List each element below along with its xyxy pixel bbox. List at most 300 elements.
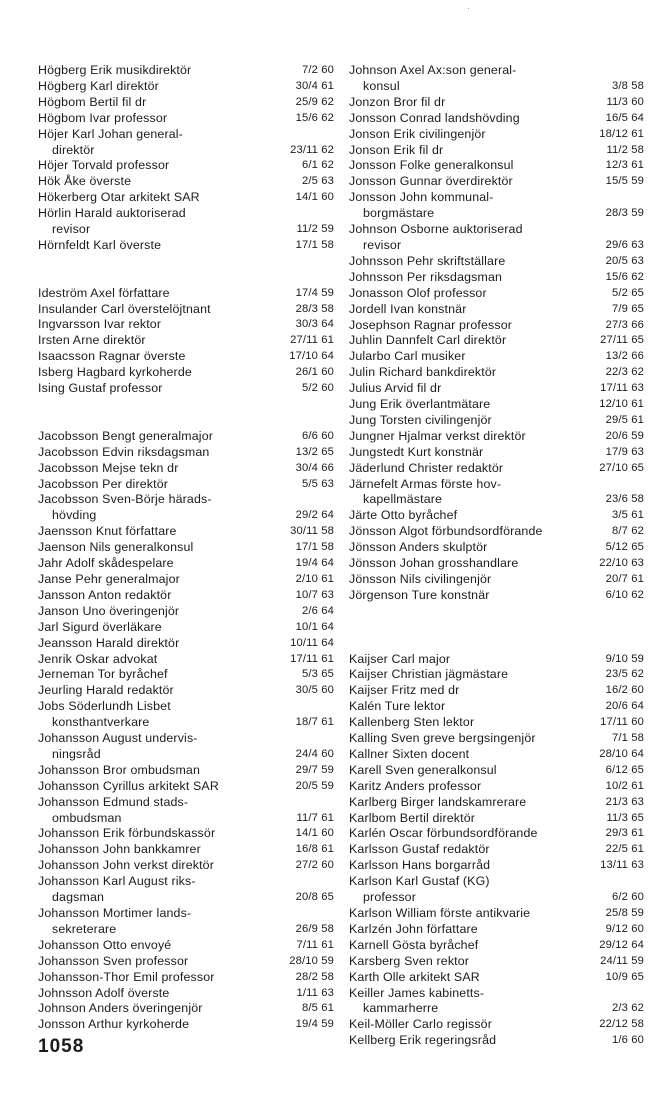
entry-name-line: Juhlin Dannfelt Carl direktör xyxy=(349,333,507,348)
entry-date: 30/3 64 xyxy=(295,318,334,331)
entry-name xyxy=(349,445,589,461)
entry-name-line: Johansson Cyrillus arkitekt SAR xyxy=(38,778,219,793)
entry-name-line: Johnsson Per riksdagsman xyxy=(349,269,503,284)
entry-name xyxy=(349,190,589,222)
entry-name xyxy=(349,333,589,349)
entry-name-line: Karlsson Gustaf redaktör xyxy=(349,842,490,857)
entry-name-continuation: direktör xyxy=(52,142,95,157)
entry-row xyxy=(349,413,644,429)
entry-name-line: Jonzon Bror fil dr xyxy=(349,94,446,109)
entry-name xyxy=(349,508,589,524)
entry-date: 11/7 61 xyxy=(296,811,334,824)
entry-date: 5/5 63 xyxy=(301,477,334,490)
entry-row xyxy=(349,318,644,334)
entry-date: 26/9 58 xyxy=(295,922,334,935)
entry-name-line: Jacobsson Bengt generalmajor xyxy=(38,428,214,443)
entry-name-line: Jahr Adolf skådespelare xyxy=(38,556,174,571)
entry-name-line: Johansson Erik förbundskassör xyxy=(38,826,216,841)
entry-date: 27/10 65 xyxy=(599,461,644,474)
entry-row xyxy=(349,572,644,588)
entry-name xyxy=(38,604,279,620)
entry-row xyxy=(38,779,334,795)
entry-name-continuation: revisor xyxy=(363,237,402,252)
entry-name-line: Jonson Erik civilingenjör xyxy=(349,126,486,141)
entry-date: 29/6 63 xyxy=(605,238,644,251)
entry-date: 28/2 58 xyxy=(295,970,334,983)
entry-name xyxy=(349,413,589,429)
entry-name-line: Jonsson Gunnar överdirektör xyxy=(349,174,513,189)
entry-name-line: Högberg Erik musikdirektör xyxy=(38,63,192,77)
entry-name xyxy=(349,779,589,795)
entry-name-line: Högberg Karl direktör xyxy=(38,78,159,93)
entry-row xyxy=(38,604,334,620)
entry-row xyxy=(349,254,644,270)
entry-date: 8/5 61 xyxy=(301,1002,334,1015)
left-column xyxy=(38,63,334,1033)
entry-name-line: Jacobsson Sven-Börje härads- xyxy=(38,492,212,507)
entry-name xyxy=(349,858,589,874)
entry-name-line: Jönsson Nils civilingenjör xyxy=(349,572,492,586)
entry-row xyxy=(38,572,334,588)
entry-name-continuation: sekreterare xyxy=(52,921,117,936)
entry-row xyxy=(349,954,644,970)
entry-name xyxy=(349,524,589,540)
entry-name-line: Karlzén John författare xyxy=(349,921,478,936)
entry-row xyxy=(349,349,644,365)
entry-name xyxy=(38,779,279,795)
entry-name-line: Johansson Edmund stads- xyxy=(38,794,189,809)
entry-name xyxy=(38,1001,279,1017)
entry-name-line: Keiller James kabinetts- xyxy=(349,985,485,1000)
entry-date: 11/2 59 xyxy=(296,223,334,236)
entry-name xyxy=(349,397,589,413)
entry-name-line: Kaijser Christian jägmästare xyxy=(349,667,509,682)
entry-date: 17/11 60 xyxy=(600,716,644,729)
entry-row xyxy=(38,826,334,842)
entry-name xyxy=(38,540,279,556)
entry-row xyxy=(349,986,644,1018)
entry-name xyxy=(38,492,279,524)
entry-date: 7/1 58 xyxy=(611,732,644,745)
entry-name xyxy=(38,286,279,302)
entry-date: 5/2 65 xyxy=(611,286,644,299)
entry-date: 30/11 58 xyxy=(290,525,334,538)
entry-row xyxy=(38,1001,334,1017)
entry-date: 7/9 65 xyxy=(611,302,644,315)
entry-name xyxy=(38,667,279,683)
entry-name xyxy=(38,429,279,445)
entry-name-line: Jonsson John kommunal- xyxy=(349,190,494,205)
entry-row xyxy=(38,365,334,381)
entry-name xyxy=(38,652,279,668)
entry-date: 14/1 60 xyxy=(295,827,334,840)
entry-date: 13/11 63 xyxy=(600,859,644,872)
entry-row xyxy=(349,858,644,874)
entry-name xyxy=(349,556,589,572)
entry-name xyxy=(38,588,279,604)
entry-date: 16/5 64 xyxy=(605,111,644,124)
entry-row xyxy=(38,190,334,206)
entry-name xyxy=(38,763,279,779)
entry-date: 18/7 61 xyxy=(295,716,334,729)
entry-row xyxy=(38,556,334,572)
entry-name-line: Karitz Anders professor xyxy=(349,778,482,793)
entry-date: 10/11 64 xyxy=(290,636,334,649)
entry-row xyxy=(349,667,644,683)
entry-row xyxy=(349,556,644,572)
entry-date: 15/6 62 xyxy=(605,270,644,283)
entry-name-line: Kaijser Carl major xyxy=(349,651,451,666)
entry-date: 24/4 60 xyxy=(295,747,334,760)
entry-row xyxy=(349,540,644,556)
entry-date: 13/2 66 xyxy=(605,350,644,363)
entry-name xyxy=(349,270,589,286)
entry-name xyxy=(38,826,279,842)
entry-name-line: Hök Åke överste xyxy=(38,174,132,189)
entry-row xyxy=(38,238,334,254)
entry-name xyxy=(349,826,589,842)
entry-name-continuation: professor xyxy=(363,890,416,905)
entry-row xyxy=(349,111,644,127)
entry-name xyxy=(349,461,589,477)
entry-row xyxy=(349,715,644,731)
entry-date: 7/11 61 xyxy=(296,938,334,951)
entry-name-line: Högbom Bertil fil dr xyxy=(38,94,147,109)
entry-name xyxy=(349,95,589,111)
entry-row xyxy=(38,317,334,333)
entry-name xyxy=(38,731,279,763)
entry-name xyxy=(38,477,279,493)
entry-row xyxy=(349,970,644,986)
entry-row xyxy=(349,683,644,699)
entry-name-line: Kallenberg Sten lektor xyxy=(349,715,475,730)
entry-name xyxy=(38,699,279,731)
entry-row xyxy=(349,445,644,461)
entry-row xyxy=(349,190,644,222)
entry-name xyxy=(349,540,589,556)
entry-name-line: Jularbo Carl musiker xyxy=(349,349,466,364)
entry-name xyxy=(349,143,589,159)
entry-name-line: Hörlin Harald auktoriserad xyxy=(38,206,186,221)
entry-row xyxy=(38,620,334,636)
entry-row xyxy=(38,206,334,238)
entry-name-line: Höjer Karl Johan general- xyxy=(38,126,183,141)
entry-name xyxy=(349,715,589,731)
entry-date: 22/12 58 xyxy=(599,1018,644,1031)
entry-date: 20/6 59 xyxy=(605,429,644,442)
entry-name-line: Jacobsson Mejse tekn dr xyxy=(38,460,179,475)
entry-row xyxy=(38,127,334,159)
entry-name xyxy=(349,731,589,747)
entry-date: 22/3 62 xyxy=(605,366,644,379)
entry-name-line: Johansson John verkst direktör xyxy=(38,858,214,873)
entry-row xyxy=(38,524,334,540)
entry-name-continuation: kammarherre xyxy=(363,1001,439,1016)
entry-name-line: Johnson Anders överingenjör xyxy=(38,1001,203,1016)
entry-name xyxy=(349,652,589,668)
entry-date: 16/2 60 xyxy=(605,684,644,697)
right-column xyxy=(349,63,644,1049)
entry-date: 29/5 61 xyxy=(605,413,644,426)
entry-name xyxy=(38,795,279,827)
entry-name-line: Keil-Möller Carlo regissör xyxy=(349,1017,492,1032)
entry-date: 17/1 58 xyxy=(295,238,334,251)
entry-name-line: Jung Erik överlantmätare xyxy=(349,397,491,412)
entry-name xyxy=(38,317,279,333)
entry-name xyxy=(349,174,589,190)
entry-name-line: Kallner Sixten docent xyxy=(349,746,470,761)
entry-name-continuation: ombudsman xyxy=(52,810,122,825)
entry-name-continuation: ningsråd xyxy=(52,746,101,761)
entry-row xyxy=(349,795,644,811)
entry-name xyxy=(349,667,589,683)
entry-row xyxy=(38,111,334,127)
entry-date: 15/5 59 xyxy=(605,175,644,188)
entry-name xyxy=(38,365,279,381)
entry-date: 27/2 60 xyxy=(295,859,334,872)
entry-row xyxy=(38,381,334,397)
entry-date: 17/4 59 xyxy=(295,286,334,299)
entry-name xyxy=(38,79,279,95)
entry-name xyxy=(38,620,279,636)
section-gap xyxy=(38,397,334,429)
entry-name-line: Jungstedt Kurt konstnär xyxy=(349,444,484,459)
entry-name xyxy=(38,206,279,238)
entry-name-line: Janse Pehr generalmajor xyxy=(38,571,180,586)
entry-date: 12/3 61 xyxy=(605,159,644,172)
entry-row xyxy=(38,858,334,874)
entry-date: 17/11 63 xyxy=(600,382,644,395)
entry-name xyxy=(349,1033,589,1049)
entry-row xyxy=(349,906,644,922)
entry-date: 12/10 61 xyxy=(599,398,644,411)
entry-date: 6/2 60 xyxy=(611,891,644,904)
entry-date: 27/11 61 xyxy=(290,334,334,347)
entry-date: 16/8 61 xyxy=(295,843,334,856)
entry-row xyxy=(349,524,644,540)
entry-row xyxy=(349,381,644,397)
entry-row xyxy=(349,95,644,111)
entry-name xyxy=(349,683,589,699)
entry-name-line: Karlson William förste antikvarie xyxy=(349,906,531,920)
entry-date: 26/1 60 xyxy=(295,366,334,379)
entry-name-line: Kaijser Fritz med dr xyxy=(349,683,460,698)
entry-name xyxy=(349,286,589,302)
entry-name-line: Jarl Sigurd överläkare xyxy=(38,619,162,634)
entry-row xyxy=(38,636,334,652)
entry-date: 20/8 65 xyxy=(295,891,334,904)
entry-name xyxy=(349,381,589,397)
entry-name xyxy=(349,588,589,604)
entry-name-line: Järnefelt Armas förste hov- xyxy=(349,476,502,491)
entry-date: 2/6 64 xyxy=(301,604,334,617)
entry-row xyxy=(349,270,644,286)
entry-name-line: Johnson Axel Ax:son general- xyxy=(349,63,517,77)
entry-date: 20/7 61 xyxy=(605,573,644,585)
entry-row xyxy=(349,174,644,190)
entry-name-line: Johansson John bankkamrer xyxy=(38,842,201,857)
entry-date: 14/1 60 xyxy=(295,191,334,204)
entry-name xyxy=(38,238,279,254)
entry-name-line: Jaenson Nils generalkonsul xyxy=(38,540,194,555)
entry-date: 6/1 62 xyxy=(301,159,334,172)
entry-name xyxy=(38,970,279,986)
entry-row xyxy=(38,652,334,668)
entry-name xyxy=(349,954,589,970)
entry-date: 13/2 65 xyxy=(295,445,334,458)
entry-date: 5/3 65 xyxy=(301,668,334,681)
entry-date: 29/2 64 xyxy=(295,509,334,522)
entry-name xyxy=(38,381,279,397)
entry-name-line: Karell Sven generalkonsul xyxy=(349,762,497,777)
entry-row xyxy=(38,349,334,365)
entry-date: 2/10 61 xyxy=(295,572,334,585)
entry-name xyxy=(38,938,279,954)
entry-name-continuation: hövding xyxy=(52,508,97,523)
entry-name-line: Högbom Ivar professor xyxy=(38,110,168,125)
entry-name-line: Johansson Mortimer lands- xyxy=(38,906,192,920)
entry-name-line: Julius Arvid fil dr xyxy=(349,381,442,396)
entry-row xyxy=(349,461,644,477)
entry-row xyxy=(38,763,334,779)
entry-name-line: Jenrik Oskar advokat xyxy=(38,651,158,666)
entry-name xyxy=(38,524,279,540)
entry-name-line: Jungner Hjalmar verkst direktör xyxy=(349,428,526,443)
entry-name xyxy=(349,572,589,588)
entry-date: 3/8 58 xyxy=(611,79,644,92)
entry-name xyxy=(38,158,279,174)
entry-row xyxy=(349,286,644,302)
entry-name-line: Jacobsson Edvin riksdagsman xyxy=(38,444,210,459)
entry-name xyxy=(38,63,279,79)
entry-name-line: Höjer Torvald professor xyxy=(38,158,170,173)
entry-date: 21/3 63 xyxy=(605,795,644,808)
entry-name-continuation: konsul xyxy=(363,78,400,93)
entry-date: 25/8 59 xyxy=(605,907,644,919)
entry-name-line: Julin Richard bankdirektör xyxy=(349,365,497,380)
entry-date: 17/11 61 xyxy=(290,652,334,665)
entry-name xyxy=(349,222,589,254)
entry-row xyxy=(38,63,334,79)
entry-name-line: Jordell Ivan konstnär xyxy=(349,301,467,316)
entry-name-line: Insulander Carl överstelöjtnant xyxy=(38,301,211,316)
entry-name-line: Karsberg Sven rektor xyxy=(349,953,470,968)
entry-row xyxy=(38,938,334,954)
entry-name-line: Karlbom Bertil direktör xyxy=(349,810,476,825)
entry-date: 22/10 63 xyxy=(599,557,644,570)
entry-date: 10/2 61 xyxy=(605,779,644,792)
entry-name-line: Karlén Oscar förbundsordförande xyxy=(349,826,538,841)
entry-name-line: Johnsson Pehr skriftställare xyxy=(349,253,506,268)
entry-row xyxy=(349,222,644,254)
entry-name-line: Johansson August undervis- xyxy=(38,731,198,746)
entry-name-continuation: kapellmästare xyxy=(363,492,443,507)
entry-row xyxy=(349,508,644,524)
entry-name-continuation: revisor xyxy=(52,222,91,237)
entry-row xyxy=(38,302,334,318)
entry-name-line: Jonasson Olof professor xyxy=(349,285,487,300)
entry-date: 19/4 59 xyxy=(295,1018,334,1031)
entry-name xyxy=(349,111,589,127)
entry-date: 10/7 63 xyxy=(295,588,334,601)
entry-row xyxy=(349,429,644,445)
entry-row xyxy=(349,747,644,763)
entry-row xyxy=(38,286,334,302)
entry-name xyxy=(349,763,589,779)
entry-date: 23/5 62 xyxy=(605,668,644,681)
entry-date: 6/6 60 xyxy=(301,429,334,442)
entry-date: 11/2 58 xyxy=(606,143,644,156)
entry-date: 9/10 59 xyxy=(605,652,644,665)
entry-name-line: Irsten Arne direktör xyxy=(38,333,146,348)
entry-name-line: Johansson Karl August riks- xyxy=(38,874,196,889)
paper-speck xyxy=(468,8,469,9)
entry-row xyxy=(349,922,644,938)
entry-name-line: Jerneman Tor byråchef xyxy=(38,667,168,682)
entry-row xyxy=(38,477,334,493)
entry-name-line: Jaensson Knut författare xyxy=(38,524,177,539)
entry-name-line: Johansson Sven professor xyxy=(38,953,189,968)
entry-name-line: Kalén Ture lektor xyxy=(349,699,446,714)
entry-name xyxy=(38,1017,279,1033)
entry-name xyxy=(38,95,279,111)
entry-name-line: Jörgenson Ture konstnär xyxy=(349,587,490,602)
entry-name-line: Josephson Ragnar professor xyxy=(349,317,513,332)
entry-name-line: Karlson Karl Gustaf (KG) xyxy=(349,874,490,889)
entry-name xyxy=(38,842,279,858)
entry-name xyxy=(349,922,589,938)
entry-name xyxy=(349,63,589,95)
entry-name xyxy=(349,970,589,986)
entry-name-line: Jansson Anton redaktör xyxy=(38,587,172,602)
entry-name xyxy=(349,811,589,827)
entry-row xyxy=(349,397,644,413)
entry-name xyxy=(38,302,279,318)
entry-row xyxy=(349,333,644,349)
entry-name-line: Jäderlund Christer redaktör xyxy=(349,460,504,475)
entry-name-line: Hökerberg Otar arkitekt SAR xyxy=(38,190,200,205)
entry-name-line: Ideström Axel författare xyxy=(38,285,170,300)
entry-row xyxy=(38,667,334,683)
entry-name-line: Jacobsson Per direktör xyxy=(38,476,169,491)
entry-name-line: Jung Torsten civilingenjör xyxy=(349,412,492,427)
entry-name-line: Johnsson Adolf överste xyxy=(38,985,170,1000)
entry-row xyxy=(349,731,644,747)
entry-name-line: Jobs Söderlundh Lisbet xyxy=(38,699,171,714)
entry-date: 29/7 59 xyxy=(295,763,334,776)
entry-date: 20/5 63 xyxy=(605,254,644,267)
entry-row xyxy=(349,588,644,604)
page-number: 1058 xyxy=(38,1036,85,1057)
entry-name-line: Karlsson Hans borgarråd xyxy=(349,858,491,873)
entry-date: 30/4 66 xyxy=(295,461,334,474)
entry-name-line: Kalling Sven greve bergsingenjör xyxy=(349,731,536,746)
entry-name-line: Jonsson Folke generalkonsul xyxy=(349,158,514,173)
entry-name xyxy=(349,365,589,381)
entry-date: 1/11 63 xyxy=(296,986,334,999)
entry-row xyxy=(38,683,334,699)
entry-name xyxy=(349,906,589,922)
entry-name-line: Jönsson Anders skulptör xyxy=(349,540,488,555)
entry-row xyxy=(38,795,334,827)
entry-name xyxy=(38,111,279,127)
entry-date: 1/6 60 xyxy=(611,1034,644,1047)
entry-row xyxy=(38,588,334,604)
entry-date: 6/10 62 xyxy=(605,588,644,601)
entry-name-continuation: borgmästare xyxy=(363,206,435,221)
entry-name xyxy=(349,158,589,174)
entry-name xyxy=(349,842,589,858)
